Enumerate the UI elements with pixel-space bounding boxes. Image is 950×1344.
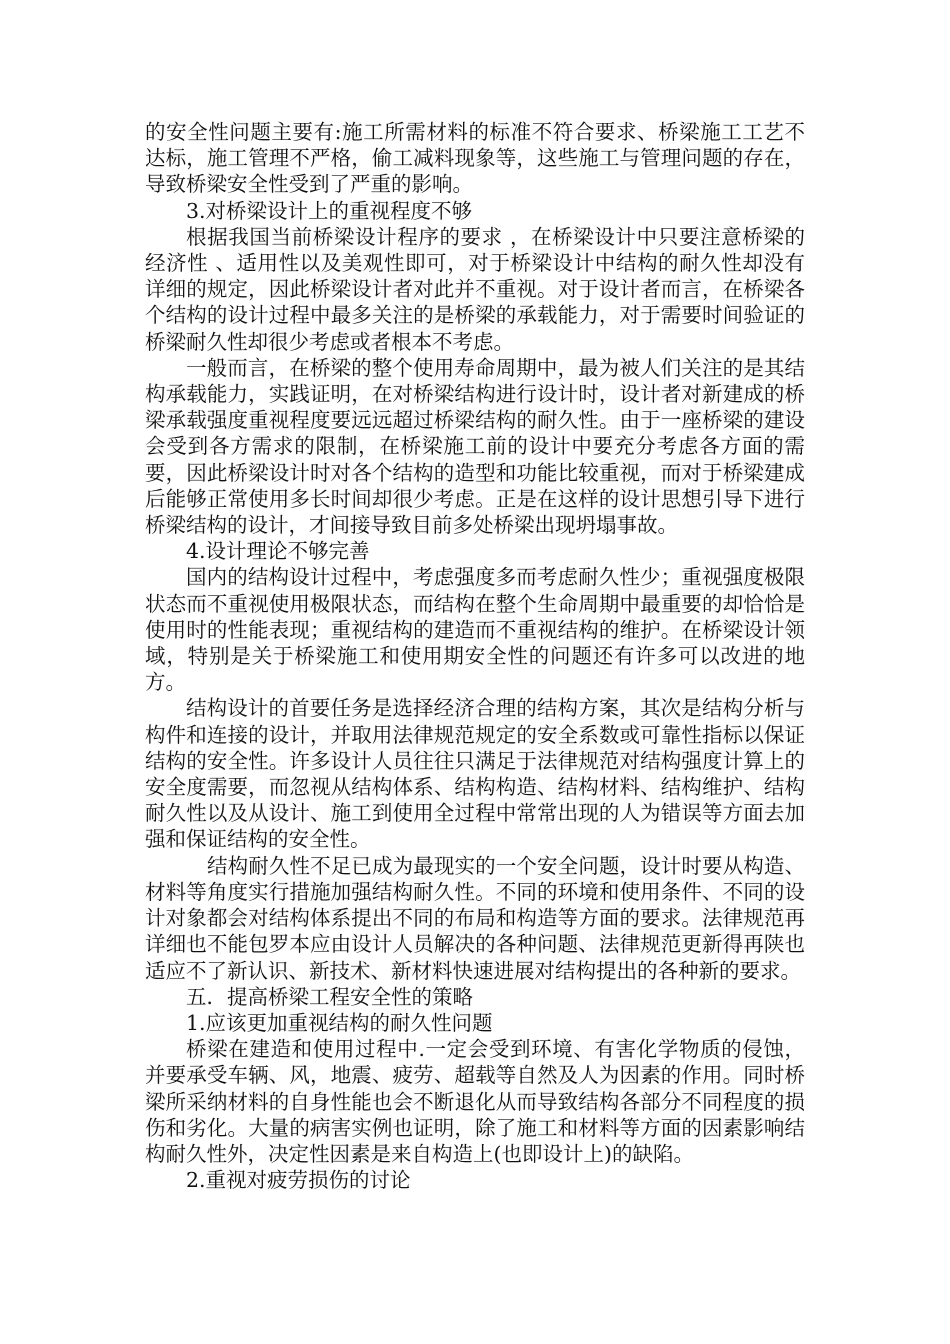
section-heading: 1.应该更加重视结构的耐久性问题	[186, 1010, 493, 1035]
paragraph: 结构耐久性不足已成为最现实的一个安全问题，设计时要从构造、材料等角度实行措施加强结构耐久性。不同的环境和使用条件、不同的设计对象都会对结构体系提出不同的布局和构造等方面的要求。法律规范再详细也不能包罗本应由设计人员解决的各种问题、法律规范更新得再陕也适应不了新认识、新技术、新材料快速进展对结构提出的各种新的要求。	[145, 853, 805, 983]
paragraph: 的安全性问题主要有:施工所需材料的标准不符合要求、桥梁施工工艺不达标，施工管理不严格，偷工减料现象等，这些施工与管理问题的存在，导致桥梁安全性受到了严重的影响。	[145, 120, 805, 197]
paragraph: 国内的结构设计过程中，考虑强度多而考虑耐久性少；重视强度极限状态而不重视使用极限状态，而结构在整个生命周期中最重要的却恰恰是使用时的性能表现；重视结构的建造而不重视结构的维护。在桥梁设计领域，特别是关于桥梁施工和使用期安全性的问题还有许多可以改进的地方。	[145, 565, 805, 695]
document-body	[145, 119, 805, 1193]
paragraph: 一般而言，在桥梁的整个使用寿命周期中，最为被人们关注的是其结构承载能力，实践证明，在对桥梁结构进行设计时，设计者对新建成的桥梁承载强度重视程度要远远超过桥梁结构的耐久性。由于一座桥梁的建设会受到各方需求的限制，在桥梁施工前的设计中要充分考虑各方面的需要，因此桥梁设计时对各个结构的造型和功能比较重视，而对于桥梁建成后能够正常使用多长时间却很少考虑。正是在这样的设计思想引导下进行桥梁结构的设计，才间接导致目前多处桥梁出现坍塌事故。	[145, 355, 805, 538]
paragraph: 结构设计的首要任务是选择经济合理的结构方案，其次是结构分析与构件和连接的设计，并取用法律规范规定的安全系数或可靠性指标以保证结构的安全性。许多设计人员往往只满足于法律规范对结构强度计算上的安全度需要，而忽视从结构体系、结构构造、结构材料、结构维护、结构耐久性以及从设计、施工到使用全过程中常常出现的人为错误等方面去加强和保证结构的安全性。	[145, 696, 805, 852]
paragraph: 根据我国当前桥梁设计程序的要求 ，在桥梁设计中只要注意桥梁的经济性 、适用性以及美观性即可，对于桥梁设计中结构的耐久性却没有详细的规定，因此桥梁设计者对此并不重视。对于设计者而言，在桥梁各个结构的设计过程中最多关注的是桥梁的承载能力，对于需要时间验证的桥梁耐久性却很少考虑或者根本不考虑。	[145, 224, 805, 354]
section-heading: 2.重视对疲劳损伤的讨论	[186, 1168, 411, 1193]
section-heading: 3.对桥梁设计上的重视程度不够	[186, 198, 473, 223]
section-heading: 4.设计理论不够完善	[186, 539, 370, 564]
paragraph: 桥梁在建造和使用过程中.一定会受到环境、有害化学物质的侵蚀，并要承受车辆、风，地震、疲劳、超载等自然及人为因素的作用。同时桥梁所采纳材料的自身性能也会不断退化从而导致结构各部分不同程度的损伤和劣化。大量的病害实例也证明，除了施工和材料等方面的因素影响结构耐久性外，决定性因素是来自构造上(也即设计上)的缺陷。	[145, 1037, 805, 1166]
chapter-heading: 五．提高桥梁工程安全性的策略	[186, 984, 473, 1009]
